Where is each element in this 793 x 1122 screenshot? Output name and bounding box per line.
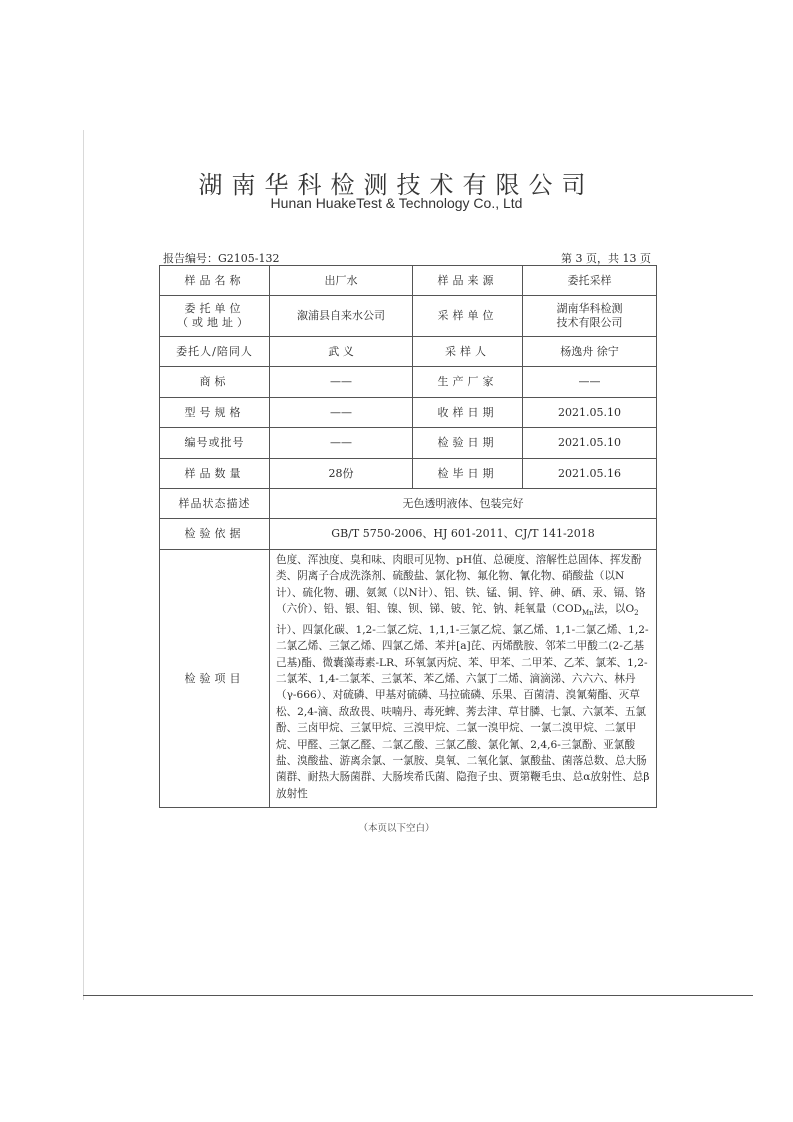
blank-below-note: （本页以下空白） (358, 823, 435, 834)
value-batch-no: —— (270, 428, 413, 459)
value-quantity: 28份 (270, 459, 413, 489)
table-row (160, 398, 657, 428)
label-test-items: 检验项目 (160, 550, 270, 808)
value-sampling-unit-line2: 技术有限公司 (556, 316, 623, 329)
label-sample-state: 样品状态描述 (160, 489, 270, 519)
page-indicator: 第 3 页，共 13 页 (561, 252, 651, 265)
table-row (160, 337, 657, 367)
label-sampling-unit: 采样单位 (413, 296, 523, 337)
sample-info-table (159, 265, 657, 808)
label-trademark: 商标 (160, 367, 270, 398)
table-row (160, 428, 657, 459)
label-sample-source: 样品来源 (413, 266, 523, 296)
label-batch-no: 编号或批号 (160, 428, 270, 459)
value-test-date: 2021.05.10 (523, 428, 657, 459)
label-test-basis: 检验依据 (160, 519, 270, 550)
test-items-text-part3: 计）、四氯化碳、1,2-二氯乙烷、1,1,1-三氯乙烷、氯乙烯、1,1-二氯乙烯、1,2-二氯乙烯、三氯乙烯、四氯乙烯、苯并[a]芘、丙烯酰胺、邻苯二甲酸二(2-乙基己基)酯、微囊藻毒素-LR、环氧氯丙烷、苯、甲苯、二甲苯、乙苯、氯苯、1,2-二氯苯、1,4-二氯苯、三氯苯、苯乙烯、六氯丁二烯、滴滴涕、六六六、林丹（γ-666）、对硫磷、甲基对硫磷、马拉硫磷、乐果、百菌清、溴氰菊酯、灭草松、2,4-滴、敌敌畏、呋喃丹、毒死蜱、莠去津、草甘膦、七氯、六氯苯、五氯酚、三卤甲烷、三氯甲烷、三溴甲烷、二氯一溴甲烷、一氯二溴甲烷、二氯甲烷、甲醛、三氯乙醛、二氯乙酸、三氯乙酸、氯化氰、2,4,6-三氯酚、亚氯酸盐、溴酸盐、游离余氯、一氯胺、臭氧、二氧化氯、氯酸盐、菌落总数、总大肠菌群、耐热大肠菌群、大肠埃希氏菌、隐孢子虫、贾第鞭毛虫、总α放射性、总β放射性 (276, 623, 650, 800)
table-row (160, 296, 657, 337)
value-finish-date: 2021.05.16 (523, 459, 657, 489)
value-sample-name: 出厂水 (270, 266, 413, 296)
value-receive-date: 2021.05.10 (523, 398, 657, 428)
value-test-items (270, 550, 657, 808)
label-client-person: 委托人/陪同人 (160, 337, 270, 367)
table-row (160, 367, 657, 398)
test-items-text-part1: 色度、浑浊度、臭和味、肉眼可见物、pH值、总硬度、溶解性总固体、挥发酚类、阴离子合成洗涤剂、硫酸盐、氯化物、氟化物、氰化物、硝酸盐（以N计）、硫化物、硼、氨氮（以N计）、铝、铁、锰、铜、锌、砷、硒、汞、镉、铬（六价）、铅、银、钼、镍、钡、锑、铍、铊、钠、耗氧量（COD (276, 554, 646, 616)
value-trademark: —— (270, 367, 413, 398)
value-sample-state: 无色透明液体、包装完好 (270, 489, 657, 519)
table-row (160, 519, 657, 550)
value-test-basis: GB/T 5750-2006、HJ 601-2011、CJ/T 141-2018 (270, 519, 657, 550)
table-row (160, 266, 657, 296)
scan-edge (83, 130, 84, 1000)
label-finish-date: 检毕日期 (413, 459, 523, 489)
label-receive-date: 收样日期 (413, 398, 523, 428)
table-row (160, 550, 657, 808)
table-row (160, 489, 657, 519)
value-sampling-unit-line1: 湖南华科检测 (556, 302, 623, 315)
label-client-line1: 委托单位 (184, 302, 245, 315)
value-sampler: 杨逸舟 徐宁 (523, 337, 657, 367)
company-name-cn: 湖南华科检测技术有限公司 (198, 171, 595, 199)
test-items-subscript-mn: Mn (582, 609, 594, 618)
scan-edge-bottom (83, 995, 753, 996)
label-client-line2: （或地址） (177, 316, 252, 329)
label-sample-name: 样品名称 (160, 266, 270, 296)
table-row (160, 459, 657, 489)
label-model: 型号规格 (160, 398, 270, 428)
test-items-text-part2: 法，以O (593, 603, 635, 616)
report-number: 报告编号：G2105-132 (163, 252, 280, 265)
label-manufacturer: 生产厂家 (413, 367, 523, 398)
value-sampling-unit (523, 296, 657, 337)
value-client: 溆浦县自来水公司 (270, 296, 413, 337)
label-sampler: 采样人 (413, 337, 523, 367)
company-name-en: Hunan HuakeTest & Technology Co., Ltd (270, 195, 523, 211)
test-items-subscript-2: 2 (634, 609, 639, 618)
label-quantity: 样品数量 (160, 459, 270, 489)
label-test-date: 检验日期 (413, 428, 523, 459)
label-client (160, 296, 270, 337)
value-manufacturer: —— (523, 367, 657, 398)
value-client-person: 武 义 (270, 337, 413, 367)
value-model: —— (270, 398, 413, 428)
value-sample-source: 委托采样 (523, 266, 657, 296)
